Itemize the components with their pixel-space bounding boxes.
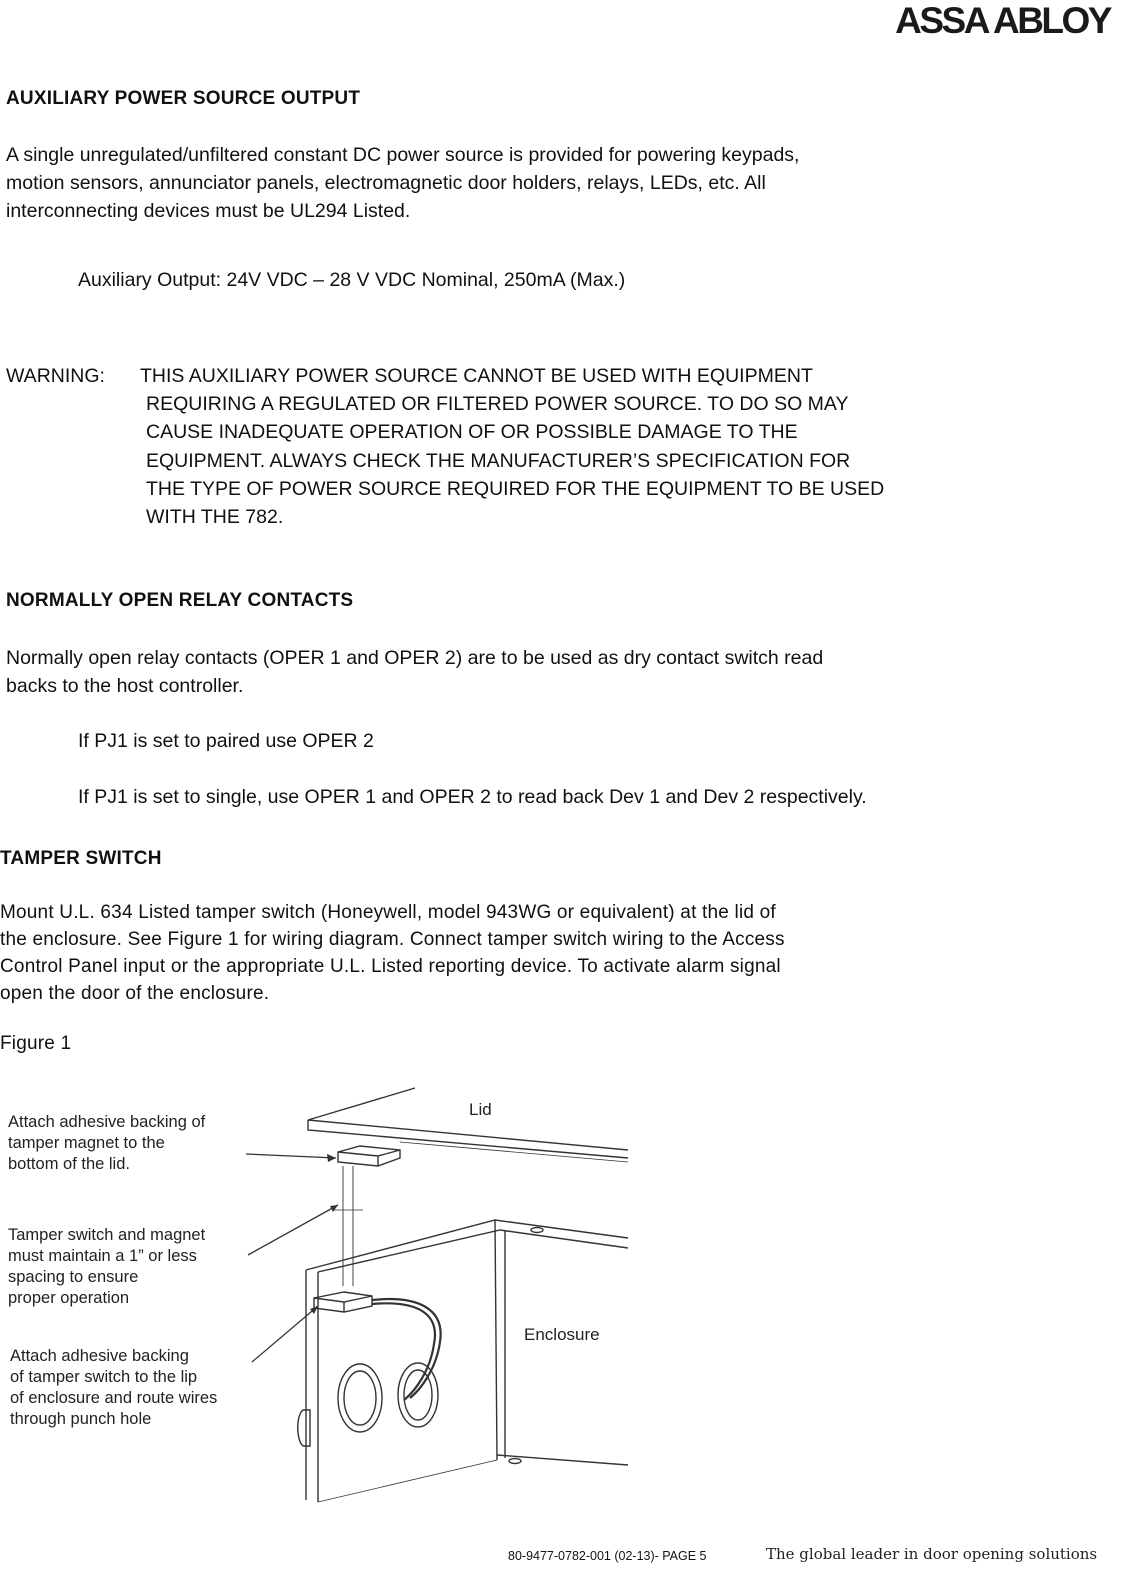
tagline: The global leader in door opening solutions [766,1545,1098,1563]
callout-line: through punch hole [10,1410,152,1428]
lid-top-edge [308,1120,628,1150]
warning-line: THIS AUXILIARY POWER SOURCE CANNOT BE USED WITH EQUIPMENT [140,365,813,387]
tamper-line: Mount U.L. 634 Listed tamper switch (Honeywell, model 943WG or equivalent) at the lid of [0,902,776,923]
callout-line: bottom of the lid. [8,1155,130,1173]
callout-line: tamper magnet to the [8,1134,165,1152]
callout-line: of tamper switch to the lip [10,1368,198,1386]
warning-line: CAUSE INADEQUATE OPERATION OF OR POSSIBLE DAMAGE TO THE [146,421,798,444]
callout-line: of enclosure and route wires [10,1389,218,1407]
tamper-line: open the door of the enclosure. [0,983,270,1004]
warning-line: THE TYPE OF POWER SOURCE REQUIRED FOR THE EQUIPMENT TO BE USED [146,477,885,500]
relay-line: Normally open relay contacts (OPER 1 and OPER 2) are to be used as dry contact switch read [6,647,824,669]
aux-power-line: motion sensors, annunciator panels, electromagnetic door holders, relays, LEDs, etc. All [6,172,766,194]
tamper-paragraph [0,899,785,1007]
tamper-line: the enclosure. See Figure 1 for wiring diagram. Connect tamper switch wiring to the Access [0,929,785,950]
lid-front-edge [308,1120,628,1158]
assa-abloy-logo: ASSA ABLOY [895,0,1110,41]
hinge [298,1410,310,1446]
enclosure-top-edge [306,1220,628,1270]
warning-line: EQUIPMENT. ALWAYS CHECK THE MANUFACTURER’S SPECIFICATION FOR [146,449,851,472]
callout-pointer-1 [246,1154,336,1158]
callout-line: Attach adhesive backing [10,1347,189,1365]
callout-spacing [8,1225,205,1309]
warning-line: WITH THE 782. [146,506,284,529]
figure-caption: Figure 1 [0,1033,72,1054]
aux-power-line: interconnecting devices must be UL294 Listed. [6,200,411,222]
callout-line: must maintain a 1” or less [8,1247,197,1265]
callout-line: Tamper switch and magnet [8,1226,206,1244]
callout-pointer-2 [248,1205,338,1255]
relay-paragraph [6,644,823,700]
tamper-line: Control Panel input or the appropriate U.L. Listed reporting device. To activate alarm signal [0,956,781,977]
aux-power-paragraph [6,141,799,225]
relay-single-note: If PJ1 is set to single, use OPER 1 and OPER 2 to read back Dev 1 and Dev 2 respectively. [78,786,867,808]
callout-pointer-3 [252,1306,318,1362]
relay-paired-note: If PJ1 is set to paired use OPER 2 [78,730,374,752]
callout-line: spacing to ensure [8,1268,139,1286]
callout-magnet [8,1112,205,1175]
enclosure-label: Enclosure [524,1325,600,1344]
callout-line: Attach adhesive backing of [8,1113,206,1131]
warning-label: WARNING: [6,365,105,387]
callout-switch [10,1346,217,1430]
tamper-magnet [338,1146,400,1166]
warning-line: REQUIRING A REGULATED OR FILTERED POWER SOURCE. TO DO SO MAY [146,393,849,416]
lid-label: Lid [469,1100,492,1119]
relay-heading: NORMALLY OPEN RELAY CONTACTS [6,590,354,611]
callout-line: proper operation [8,1289,130,1307]
aux-power-heading: AUXILIARY POWER SOURCE OUTPUT [6,88,361,109]
tamper-heading: TAMPER SWITCH [0,848,162,869]
relay-line: backs to the host controller. [6,675,244,697]
enclosure-inner-corner [495,1220,497,1460]
document-code: 80-9477-0782-001 (02-13)- PAGE 5 [508,1549,707,1563]
lid-back-edge [308,1088,415,1120]
aux-output-spec: Auxiliary Output: 24V VDC – 28 V VDC Nominal, 250mA (Max.) [78,269,626,291]
warning-text [140,362,884,531]
aux-power-line: A single unregulated/unfiltered constant DC power source is provided for powering keypads, [6,144,800,166]
spacing-guide [343,1166,353,1286]
